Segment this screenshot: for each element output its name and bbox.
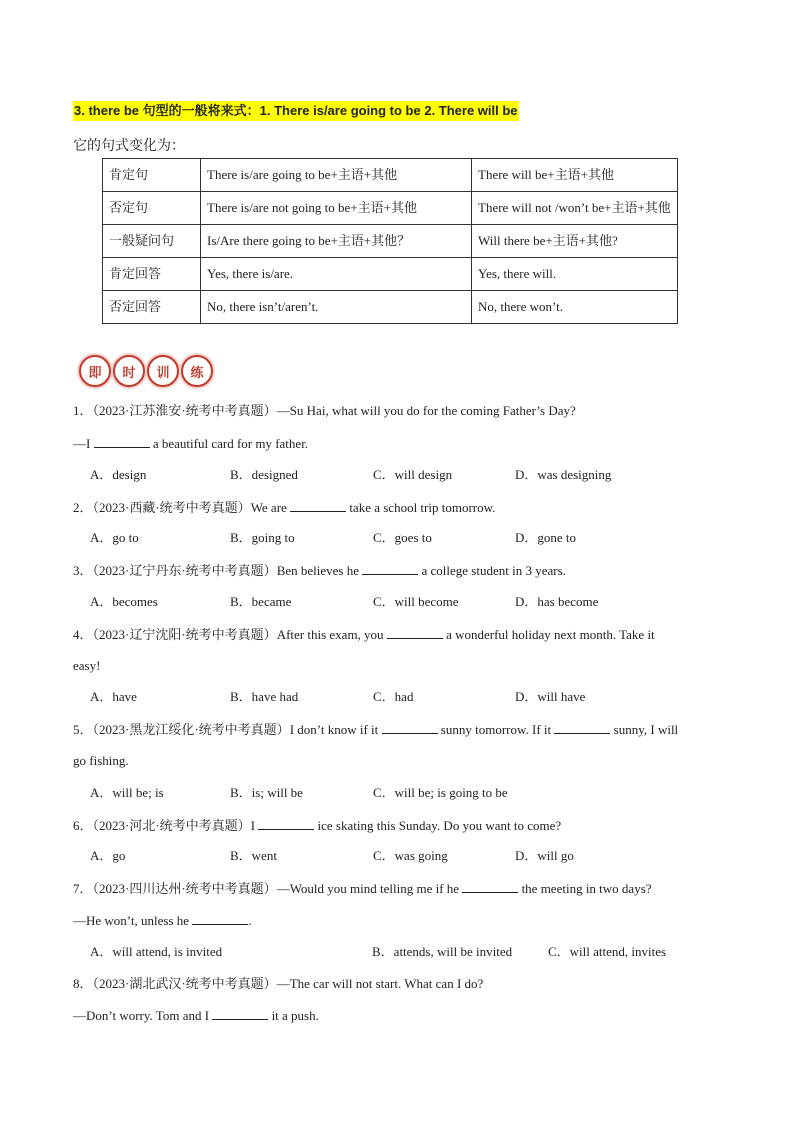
question-7-line2: [73, 910, 252, 931]
question-source: （2023·四川达州·统考中考真题）: [92, 881, 277, 896]
answer-blank[interactable]: [362, 560, 418, 575]
option[interactable]: D．will have: [515, 689, 586, 704]
table-row: [103, 159, 678, 192]
question-text: sunny tomorrow. If it: [440, 722, 552, 737]
option[interactable]: B．went: [230, 848, 277, 863]
table-row: [103, 225, 678, 258]
table-row: [103, 192, 678, 225]
question-2-stem: [73, 497, 495, 518]
question-text: Ben believes he: [276, 563, 359, 578]
question-text: I don’t know if it: [289, 722, 379, 737]
question-1-line2: [73, 433, 308, 454]
option[interactable]: C．will be; is going to be: [373, 785, 508, 800]
question-8-line2: [73, 1005, 319, 1026]
option[interactable]: B．designed: [230, 467, 298, 482]
answer-blank[interactable]: [212, 1005, 268, 1020]
option[interactable]: B．have had: [230, 689, 299, 704]
table-row: [103, 291, 678, 324]
table-cell: 一般疑问句: [103, 225, 201, 258]
table-cell: There is/are not going to be+主语+其他: [201, 192, 472, 225]
question-text: —Don’t worry. Tom and I: [73, 1008, 210, 1023]
question-7-stem: [73, 878, 652, 899]
question-source: （2023·辽宁丹东·统考中考真题）: [92, 563, 277, 578]
question-number: 4．: [73, 627, 93, 642]
option[interactable]: A．go to: [90, 530, 139, 545]
question-text: —Would you mind telling me if he: [276, 881, 460, 896]
option[interactable]: C．had: [373, 689, 414, 704]
section-intro: 它的句式变化为：: [73, 139, 185, 154]
table-cell: There is/are going to be+主语+其他: [201, 159, 472, 192]
question-text: it a push.: [271, 1008, 319, 1023]
answer-blank[interactable]: [462, 878, 518, 893]
option[interactable]: D．has become: [515, 594, 599, 609]
table-cell: 否定回答: [103, 291, 201, 324]
badge-char: 练: [181, 355, 213, 387]
table-cell: Yes, there will.: [472, 258, 678, 291]
question-text: sunny, I will: [613, 722, 679, 737]
answer-blank[interactable]: [192, 910, 248, 925]
table-cell: 肯定句: [103, 159, 201, 192]
option[interactable]: B．is; will be: [230, 785, 303, 800]
answer-blank[interactable]: [94, 433, 150, 448]
option[interactable]: A．will be; is: [90, 785, 164, 800]
question-number: 1．: [73, 403, 93, 418]
option[interactable]: B．going to: [230, 530, 295, 545]
question-text: —I: [73, 436, 91, 451]
table-cell: 肯定回答: [103, 258, 201, 291]
answer-blank[interactable]: [387, 624, 443, 639]
answer-blank[interactable]: [554, 719, 610, 734]
question-text: ice skating this Sunday. Do you want to come?: [317, 818, 562, 833]
question-5-stem: [73, 719, 678, 740]
question-text: go fishing.: [73, 753, 129, 768]
question-text: a wonderful holiday next month. Take it: [446, 627, 655, 642]
question-text: a beautiful card for my father.: [152, 436, 309, 451]
question-number: 3．: [73, 563, 93, 578]
question-text: .: [248, 913, 252, 928]
option[interactable]: C．will design: [373, 467, 453, 482]
question-text: take a school trip tomorrow.: [349, 500, 496, 515]
option[interactable]: A．design: [90, 467, 147, 482]
option[interactable]: C．will become: [373, 594, 459, 609]
question-1-stem: [73, 401, 576, 421]
question-source: （2023·西藏·统考中考真题）: [92, 500, 251, 515]
question-text: After this exam, you: [276, 627, 384, 642]
badge-char: 时: [113, 355, 145, 387]
question-text: —The car will not start. What can I do?: [276, 976, 484, 991]
option[interactable]: A．go: [90, 848, 126, 863]
question-source: （2023·湖北武汉·统考中考真题）: [92, 976, 277, 991]
question-number: 2．: [73, 500, 93, 515]
option[interactable]: D．will go: [515, 848, 574, 863]
question-number: 7．: [73, 881, 93, 896]
question-3-stem: [73, 560, 566, 581]
option[interactable]: C．goes to: [373, 530, 432, 545]
question-source: （2023·辽宁沈阳·统考中考真题）: [92, 627, 277, 642]
option[interactable]: D．was designing: [515, 467, 612, 482]
question-source: （2023·河北·统考中考真题）: [92, 818, 251, 833]
question-text: a college student in 3 years.: [421, 563, 566, 578]
table-row: [103, 258, 678, 291]
table-cell: Will there be+主语+其他?: [472, 225, 678, 258]
option[interactable]: C．will attend, invites: [548, 944, 667, 959]
practice-badge: [79, 355, 213, 389]
table-cell: No, there won’t.: [472, 291, 678, 324]
option[interactable]: A．will attend, is invited: [90, 944, 223, 959]
answer-blank[interactable]: [290, 497, 346, 512]
option[interactable]: B．became: [230, 594, 292, 609]
section-heading: 3. there be 句型的一般将来式：1. There is/are going to be 2. There will be: [73, 101, 519, 121]
question-number: 8．: [73, 976, 93, 991]
question-6-stem: [73, 815, 561, 836]
option[interactable]: A．becomes: [90, 594, 158, 609]
question-text: —He won’t, unless he: [73, 913, 190, 928]
question-4-stem: [73, 624, 655, 645]
question-8-stem: [73, 974, 483, 994]
answer-blank[interactable]: [258, 815, 314, 830]
question-number: 5．: [73, 722, 93, 737]
option[interactable]: B．attends, will be invited: [372, 944, 513, 959]
question-source: （2023·江苏淮安·统考中考真题）: [92, 403, 277, 418]
table-cell: 否定句: [103, 192, 201, 225]
option[interactable]: D．gone to: [515, 530, 577, 545]
question-text: I: [250, 818, 256, 833]
table-cell: There will be+主语+其他: [472, 159, 678, 192]
table-cell: Yes, there is/are.: [201, 258, 472, 291]
option[interactable]: A．have: [90, 689, 137, 704]
question-source: （2023·黑龙江绥化·统考中考真题）: [92, 722, 290, 737]
table-cell: There will not /won’t be+主语+其他: [472, 192, 678, 225]
option[interactable]: C．was going: [373, 848, 448, 863]
question-text: We are: [250, 500, 287, 515]
question-text: the meeting in two days?: [521, 881, 652, 896]
question-number: 6．: [73, 818, 93, 833]
question-text: easy!: [73, 658, 101, 673]
table-cell: No, there isn’t/aren’t.: [201, 291, 472, 324]
question-text: —Su Hai, what will you do for the coming Father’s Day?: [276, 403, 576, 418]
table-cell: Is/Are there going to be+主语+其他？: [201, 225, 472, 258]
badge-char: 即: [79, 355, 111, 387]
answer-blank[interactable]: [382, 719, 438, 734]
badge-char: 训: [147, 355, 179, 387]
grammar-table: [102, 158, 678, 324]
